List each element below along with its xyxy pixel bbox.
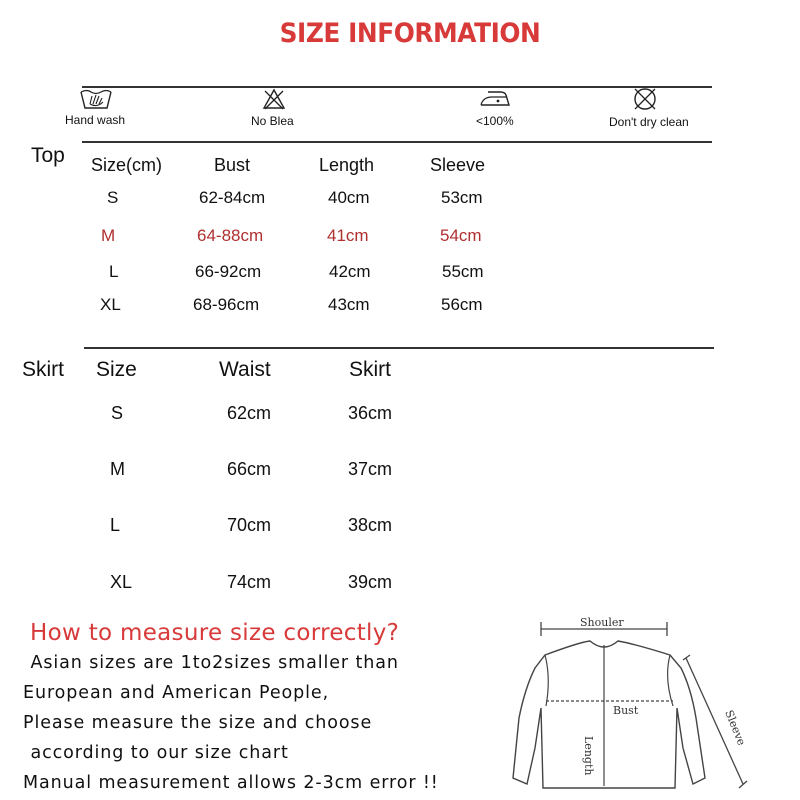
top-row-s-length: 40cm [328, 188, 370, 207]
skirt-row-s-skirt: 36cm [348, 403, 393, 423]
top-row-s-size: S [107, 188, 119, 207]
skirt-row-s-size: S [111, 403, 124, 423]
care-top-divider [82, 86, 712, 88]
skirt-header-size: Size [96, 358, 137, 381]
care-label-iron: <100% [476, 114, 514, 128]
top-section-label: Top [31, 144, 65, 167]
care-label-hand-wash: Hand wash [65, 113, 126, 127]
top-header-bust: Bust [214, 155, 251, 175]
top-row-m-length: 41cm [327, 226, 369, 245]
top-header-sleeve: Sleeve [430, 155, 486, 175]
care-label-no-dry-clean: Don't dry clean [609, 115, 689, 129]
skirt-row-xl-size: XL [110, 572, 133, 592]
skirt-header-skirt: Skirt [349, 358, 391, 381]
skirt-row-xl-waist: 74cm [227, 572, 272, 592]
top-row-m-size: M [101, 226, 116, 245]
top-row-xl-sleeve: 56cm [441, 295, 483, 314]
skirt-row-m-size: M [110, 459, 125, 479]
skirt-top-divider [84, 347, 714, 349]
top-header-size: Size(cm) [91, 155, 162, 175]
measure-note-line: Asian sizes are 1to2sizes smaller than [24, 653, 399, 673]
care-bottom-divider [82, 141, 712, 143]
top-row-xl-size: XL [100, 295, 121, 314]
top-row-m-bust: 64-88cm [197, 226, 264, 245]
measure-note-line: Manual measurement allows 2-3cm error !! [23, 773, 439, 793]
skirt-row-m-waist: 66cm [227, 459, 272, 479]
top-header-length: Length [319, 155, 375, 175]
measure-note-line: Please measure the size and choose [23, 713, 373, 733]
no-bleach-icon [262, 88, 286, 110]
top-row-l-sleeve: 55cm [442, 262, 484, 281]
garment-measurement-diagram [505, 608, 765, 800]
skirt-row-l-skirt: 38cm [348, 515, 393, 535]
bust-label: Bust [613, 704, 639, 717]
measure-note-line: according to our size chart [24, 743, 289, 763]
skirt-row-xl-skirt: 39cm [348, 572, 393, 592]
length-label: Length [582, 736, 595, 776]
skirt-row-l-size: L [110, 515, 121, 535]
skirt-row-l-waist: 70cm [227, 515, 272, 535]
top-row-xl-length: 43cm [328, 295, 370, 314]
top-row-s-bust: 62-84cm [199, 188, 266, 207]
shoulder-label: Shouler [580, 616, 624, 629]
sleeve-label: Sleeve [722, 708, 749, 748]
skirt-row-s-waist: 62cm [227, 403, 272, 423]
top-row-s-sleeve: 53cm [441, 188, 483, 207]
measure-title: How to measure size correctly? [30, 620, 400, 646]
measure-note-line: European and American People, [23, 683, 330, 703]
top-row-l-bust: 66-92cm [195, 262, 262, 281]
no-dry-clean-icon [632, 87, 658, 111]
skirt-header-waist: Waist [219, 358, 271, 381]
skirt-section-label: Skirt [22, 358, 64, 381]
top-row-l-size: L [109, 262, 119, 281]
iron-icon [478, 90, 512, 108]
care-label-no-bleach: No Blea [251, 114, 294, 128]
hand-wash-icon [79, 88, 113, 112]
page-title: SIZE INFORMATION [279, 18, 541, 49]
skirt-row-m-skirt: 37cm [348, 459, 393, 479]
top-row-m-sleeve: 54cm [440, 226, 482, 245]
top-row-xl-bust: 68-96cm [193, 295, 260, 314]
top-row-l-length: 42cm [329, 262, 371, 281]
